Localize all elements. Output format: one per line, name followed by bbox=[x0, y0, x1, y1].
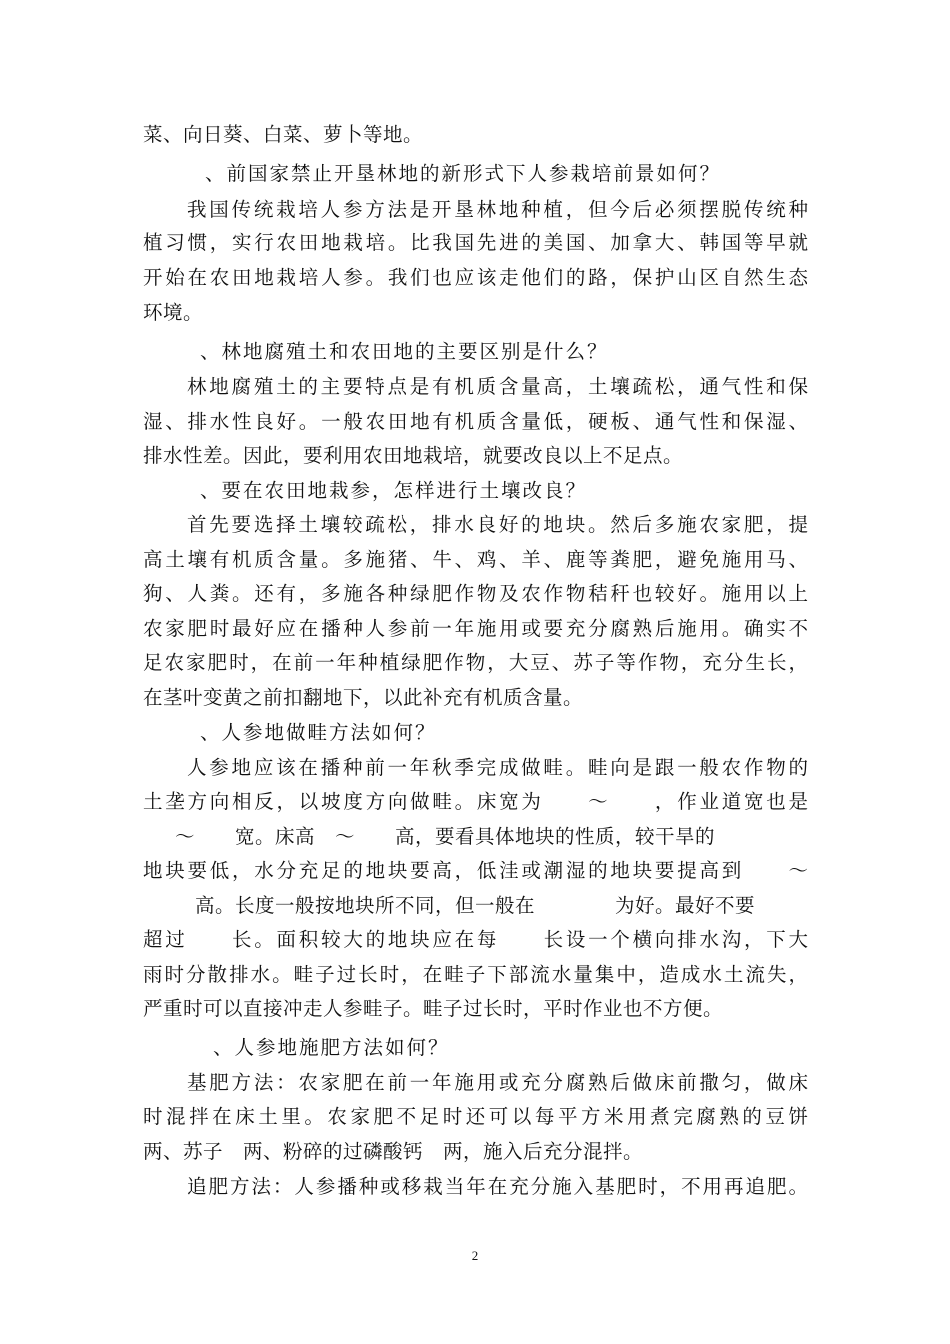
question-heading: 、人参地做畦方法如何？ bbox=[200, 721, 437, 744]
text-line: 林地腐殖土的主要特点是有机质含量高，土壤疏松，通气性和保 bbox=[187, 375, 808, 398]
text-line: 植习惯，实行农田地栽培。比我国先进的美国、加拿大、韩国等早就 bbox=[143, 231, 808, 254]
text-line: 湿、排水性良好。一般农田地有机质含量低，硬板、通气性和保湿、 bbox=[143, 410, 808, 433]
text-line: 严重时可以直接冲走人参畦子。畦子过长时，平时作业也不方便。 bbox=[143, 997, 724, 1020]
text-line: 足农家肥时，在前一年种植绿肥作物，大豆、苏子等作物，充分生长， bbox=[143, 651, 808, 674]
question-heading: 、前国家禁止开垦林地的新形式下人参栽培前景如何？ bbox=[205, 162, 722, 185]
text-line: 超过 长。面积较大的地块应在每 长设一个横向排水沟，下大 bbox=[143, 928, 808, 951]
text-line: 高土壤有机质含量。多施猪、牛、鸡、羊、鹿等粪肥，避免施用马、 bbox=[143, 548, 808, 571]
text-line: 高。长度一般按地块所不同，但一般在 为好。最好不要 bbox=[195, 894, 756, 917]
text-line: 雨时分散排水。畦子过长时，在畦子下部流水量集中，造成水土流失， bbox=[143, 963, 808, 986]
text-line: 两、苏子 两、粉碎的过磷酸钙 两，施入后充分混拌。 bbox=[143, 1140, 644, 1163]
text-line: 环境。 bbox=[143, 301, 204, 324]
text-line: 人参地应该在播种前一年秋季完成做畦。畦向是跟一般农作物的 bbox=[187, 756, 808, 779]
question-heading: 、林地腐殖土和农田地的主要区别是什么？ bbox=[200, 340, 609, 363]
text-line: 狗、人粪。还有，多施各种绿肥作物及农作物秸秆也较好。施用以上 bbox=[143, 582, 808, 605]
text-line: 排水性差。因此，要利用农田地栽培，就要改良以上不足点。 bbox=[143, 444, 684, 467]
text-line: 时混拌在床土里。农家肥不足时还可以每平方米用煮完腐熟的豆饼 bbox=[143, 1105, 808, 1128]
page-number: 2 bbox=[471, 1248, 479, 1263]
text-line: 追肥方法：人参播种或移栽当年在充分施入基肥时，不用再追肥。 bbox=[187, 1175, 808, 1198]
text-line: 土垄方向相反，以坡度方向做畦。床宽为 ～ ，作业道宽也是 bbox=[143, 790, 808, 813]
question-heading: 、人参地施肥方法如何？ bbox=[213, 1036, 450, 1059]
text-line: 菜、向日葵、白菜、萝卜等地。 bbox=[143, 123, 424, 146]
text-line: 在茎叶变黄之前扣翻地下，以此补充有机质含量。 bbox=[143, 686, 584, 709]
text-line: 地块要低，水分充足的地块要高，低洼或潮湿的地块要提高到 ～ bbox=[143, 859, 808, 882]
question-heading: 、要在农田地栽参，怎样进行土壤改良？ bbox=[200, 479, 588, 502]
text-line: 农家肥时最好应在播种人参前一年施用或要充分腐熟后施用。确实不 bbox=[143, 617, 808, 640]
text-line: 首先要选择土壤较疏松，排水良好的地块。然后多施农家肥，提 bbox=[187, 513, 808, 536]
text-line: 开始在农田地栽培人参。我们也应该走他们的路，保护山区自然生态 bbox=[143, 266, 808, 289]
text-line: ～ 宽。床高 ～ 高，要看具体地块的性质，较干旱的 bbox=[175, 825, 716, 848]
text-line: 我国传统栽培人参方法是开垦林地种植，但今后必须摆脱传统种 bbox=[187, 198, 808, 221]
text-line: 基肥方法：农家肥在前一年施用或充分腐熟后做床前撒匀，做床 bbox=[187, 1071, 808, 1094]
